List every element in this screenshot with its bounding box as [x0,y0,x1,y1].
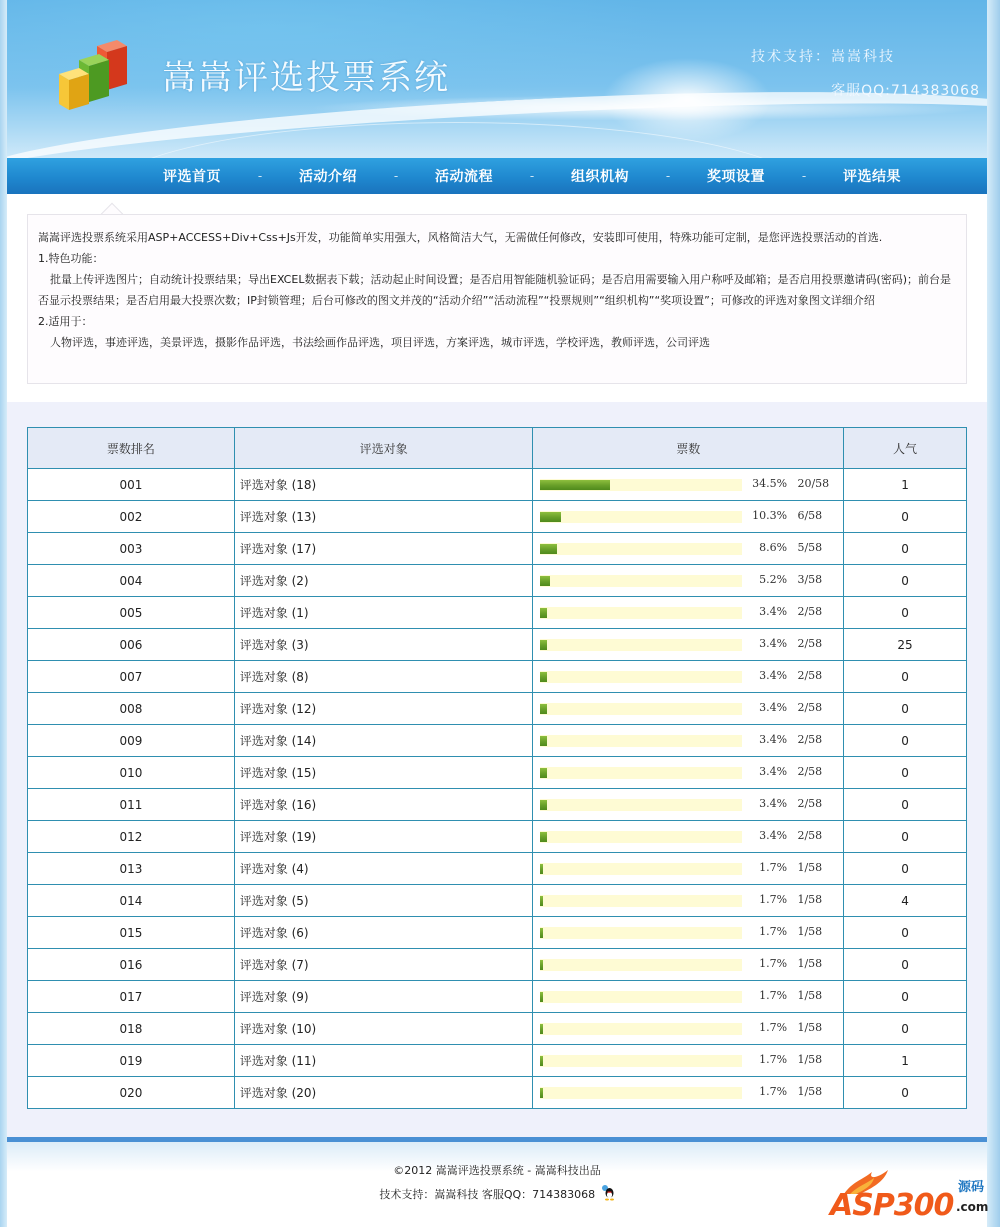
table-row [28,629,967,661]
vote-bar-fill [540,544,557,554]
bar-chart-logo-icon [53,36,133,110]
page-side-left [0,0,7,1227]
vote-percent: 3.4% [759,605,788,618]
rank-cell: 001 [28,469,235,501]
rank-cell: 003 [28,533,235,565]
vote-bar-track [540,639,742,651]
footer-support-text: 技术支持：嵩嵩科技 客服QQ：714383068 [379,1188,596,1201]
candidate-name-cell[interactable]: 评选对象 (13) [234,501,533,533]
vote-bar-fill [540,704,547,714]
nav-separator: - [393,169,399,183]
votes-cell [533,821,844,853]
vote-bar-fill [540,736,547,746]
vote-fraction: 1/58 [797,925,823,938]
intro-box [27,214,967,384]
candidate-name-cell[interactable]: 评选对象 (6) [234,917,533,949]
rank-cell: 010 [28,757,235,789]
vote-fraction: 2/58 [797,669,823,682]
vote-bar-track [540,671,742,683]
vote-fraction: 6/58 [797,509,823,522]
rank-cell: 008 [28,693,235,725]
vote-fraction: 2/58 [797,733,823,746]
vote-fraction: 3/58 [797,573,823,586]
vote-percent: 1.7% [759,925,788,938]
votes-cell [533,661,844,693]
vote-percent: 1.7% [759,893,788,906]
vote-bar-fill [540,480,610,490]
rank-cell: 017 [28,981,235,1013]
vote-fraction: 2/58 [797,701,823,714]
vote-fraction: 1/58 [797,893,823,906]
table-row [28,853,967,885]
vote-percent: 3.4% [759,669,788,682]
column-header-rank: 票数排名 [28,428,235,469]
votes-cell [533,501,844,533]
popularity-cell: 0 [844,501,967,533]
results-section [7,402,987,1137]
popularity-cell: 0 [844,565,967,597]
table-row [28,1077,967,1109]
rank-cell: 013 [28,853,235,885]
vote-bar-fill [540,864,543,874]
nav-separator: - [257,169,263,183]
vote-percent: 10.3% [752,509,788,522]
vote-fraction: 1/58 [797,1021,823,1034]
vote-percent: 1.7% [759,1021,788,1034]
votes-cell [533,885,844,917]
tech-support-text: 技术支持：嵩嵩科技 [751,49,895,65]
rank-cell: 020 [28,1077,235,1109]
vote-percent: 1.7% [759,861,788,874]
vote-bar-track [540,1023,742,1035]
vote-bar-fill [540,800,547,810]
votes-cell [533,1045,844,1077]
rank-cell: 009 [28,725,235,757]
votes-cell [533,533,844,565]
table-header-row [28,428,967,469]
main-nav [7,158,987,194]
vote-bar-track [540,575,742,587]
column-header-candidate: 评选对象 [234,428,533,469]
votes-cell [533,1013,844,1045]
asp300-watermark [822,1168,987,1224]
table-row [28,469,967,501]
vote-percent: 3.4% [759,701,788,714]
watermark-suffix: .com [956,1200,989,1214]
intro-summary: 嵩嵩评选投票系统采用ASP+ACCESS+Div+Css+Js开发，功能简单实用强大，风格简洁大气，无需做任何修改，安装即可使用，特殊功能可定制，是您评选投票活动的首选. [38,231,883,244]
vote-fraction: 2/58 [797,765,823,778]
vote-percent: 3.4% [759,797,788,810]
header-banner [7,0,987,158]
vote-bar-fill [540,672,547,682]
table-row [28,789,967,821]
table-row [28,821,967,853]
vote-bar-track [540,735,742,747]
results-body [28,469,967,1109]
votes-cell [533,597,844,629]
candidate-name-cell[interactable]: 评选对象 (12) [234,693,533,725]
vote-fraction: 1/58 [797,957,823,970]
vote-fraction: 2/58 [797,605,823,618]
votes-cell [533,469,844,501]
votes-cell [533,693,844,725]
vote-percent: 3.4% [759,765,788,778]
rank-cell: 002 [28,501,235,533]
vote-bar-fill [540,832,547,842]
table-row [28,725,967,757]
vote-bar-track [540,1087,742,1099]
popularity-cell: 4 [844,885,967,917]
qq-penguin-icon[interactable] [601,1185,615,1201]
candidate-name-cell[interactable]: 评选对象 (14) [234,725,533,757]
customer-service-qq: 客服QQ:714383068 [831,83,980,99]
rank-cell: 005 [28,597,235,629]
vote-bar-track [540,1055,742,1067]
table-row [28,661,967,693]
nav-separator: - [529,169,535,183]
rank-cell: 006 [28,629,235,661]
candidate-name-cell[interactable]: 评选对象 (19) [234,821,533,853]
vote-bar-fill [540,928,543,938]
candidate-name-cell[interactable]: 评选对象 (8) [234,661,533,693]
nav-item-home[interactable]: 评选首页 [163,169,221,185]
table-row [28,885,967,917]
intro-section [7,194,987,402]
vote-fraction: 20/58 [797,477,830,490]
vote-bar-track [540,703,742,715]
vote-percent: 3.4% [759,637,788,650]
watermark-brand: ASP300 [830,1188,954,1223]
vote-bar-fill [540,640,547,650]
popularity-cell: 0 [844,981,967,1013]
popularity-cell: 0 [844,597,967,629]
rank-cell: 016 [28,949,235,981]
site-title: 嵩嵩评选投票系统 [162,58,450,98]
votes-cell [533,1077,844,1109]
vote-bar-track [540,927,742,939]
candidate-name-cell[interactable]: 评选对象 (10) [234,1013,533,1045]
page [7,0,987,1227]
vote-bar-track [540,831,742,843]
votes-cell [533,629,844,661]
popularity-cell: 25 [844,629,967,661]
vote-bar-fill [540,768,547,778]
applies-text: 人物评选，事迹评选，美景评选，摄影作品评选，书法绘画作品评选，项目评选，方案评选，城市评选，学校评选，教师评选，公司评选 [50,336,710,349]
popularity-cell: 1 [844,469,967,501]
candidate-name-cell[interactable]: 评选对象 (5) [234,885,533,917]
rank-cell: 012 [28,821,235,853]
votes-cell [533,853,844,885]
votes-cell [533,917,844,949]
candidate-name-cell[interactable]: 评选对象 (17) [234,533,533,565]
vote-bar-track [540,767,742,779]
watermark-tag: 源码 [958,1180,985,1195]
popularity-cell: 0 [844,693,967,725]
applies-heading: 2.适用于： [38,315,93,328]
popularity-cell: 0 [844,1013,967,1045]
vote-bar-track [540,479,742,491]
popularity-cell: 0 [844,917,967,949]
vote-fraction: 2/58 [797,829,823,842]
popularity-cell: 0 [844,1077,967,1109]
vote-bar-track [540,607,742,619]
nav-item-activity-intro[interactable]: 活动介绍 [299,169,357,185]
vote-percent: 3.4% [759,829,788,842]
vote-bar-track [540,959,742,971]
nav-separator: - [665,169,671,183]
table-row [28,757,967,789]
rank-cell: 019 [28,1045,235,1077]
vote-bar-track [540,863,742,875]
vote-bar-track [540,895,742,907]
votes-cell [533,981,844,1013]
vote-fraction: 2/58 [797,797,823,810]
candidate-name-cell[interactable]: 评选对象 (3) [234,629,533,661]
vote-bar-fill [540,1088,543,1098]
vote-percent: 1.7% [759,1085,788,1098]
votes-cell [533,757,844,789]
vote-percent: 1.7% [759,1053,788,1066]
vote-bar-track [540,511,742,523]
candidate-name-cell[interactable]: 评选对象 (4) [234,853,533,885]
vote-bar-fill [540,608,547,618]
vote-bar-fill [540,960,543,970]
votes-cell [533,725,844,757]
results-table [27,427,967,1109]
table-row [28,533,967,565]
popularity-cell: 0 [844,789,967,821]
vote-percent: 1.7% [759,957,788,970]
rank-cell: 011 [28,789,235,821]
candidate-name-cell[interactable]: 评选对象 (16) [234,789,533,821]
popularity-cell: 1 [844,1045,967,1077]
popularity-cell: 0 [844,949,967,981]
nav-item-activity-process[interactable]: 活动流程 [435,169,493,185]
nav-item-awards[interactable]: 奖项设置 [707,169,765,185]
nav-item-organization[interactable]: 组织机构 [571,169,629,185]
vote-percent: 8.6% [759,541,788,554]
candidate-name-cell[interactable]: 评选对象 (18) [234,469,533,501]
popularity-cell: 0 [844,821,967,853]
votes-cell [533,565,844,597]
candidate-name-cell[interactable]: 评选对象 (11) [234,1045,533,1077]
votes-cell [533,789,844,821]
votes-cell [533,949,844,981]
vote-percent: 34.5% [752,477,788,490]
features-heading: 1.特色功能： [38,252,104,265]
candidate-name-cell[interactable]: 评选对象 (2) [234,565,533,597]
vote-percent: 5.2% [759,573,788,586]
vote-fraction: 1/58 [797,989,823,1002]
rank-cell: 015 [28,917,235,949]
nav-separator: - [801,169,807,183]
popularity-cell: 0 [844,725,967,757]
vote-bar-track [540,799,742,811]
vote-bar-track [540,543,742,555]
vote-percent: 1.7% [759,989,788,1002]
table-row [28,565,967,597]
popularity-cell: 0 [844,533,967,565]
candidate-name-cell[interactable]: 评选对象 (7) [234,949,533,981]
table-row [28,501,967,533]
popularity-cell: 0 [844,661,967,693]
vote-fraction: 1/58 [797,1053,823,1066]
table-row [28,949,967,981]
candidate-name-cell[interactable]: 评选对象 (9) [234,981,533,1013]
candidate-name-cell[interactable]: 评选对象 (15) [234,757,533,789]
vote-fraction: 1/58 [797,1085,823,1098]
vote-bar-fill [540,512,561,522]
features-text: 批量上传评选图片；自动统计投票结果；导出EXCEL数据表下载；活动起止时间设置；是否启用智能随机验证码；是否启用需要输入用户称呼及邮箱；是否启用投票邀请码(密码)；前台是否显示投票结果；是否启用最大投票次数；IP封锁管理；后台可修改的图文并茂的“活动介绍”“活动流程”“投票规则”“组织机构”“奖项设置”；可修改的评选对象图文详细介绍 [38,273,952,307]
rank-cell: 007 [28,661,235,693]
page-side-right [987,0,1000,1227]
vote-bar-fill [540,576,550,586]
table-row [28,1013,967,1045]
vote-bar-fill [540,992,543,1002]
table-row [28,1045,967,1077]
rank-cell: 018 [28,1013,235,1045]
rank-cell: 004 [28,565,235,597]
candidate-name-cell[interactable]: 评选对象 (20) [234,1077,533,1109]
candidate-name-cell[interactable]: 评选对象 (1) [234,597,533,629]
vote-bar-fill [540,896,543,906]
vote-fraction: 5/58 [797,541,823,554]
table-row [28,981,967,1013]
column-header-popularity: 人气 [844,428,967,469]
vote-bar-fill [540,1056,543,1066]
vote-percent: 3.4% [759,733,788,746]
table-row [28,917,967,949]
vote-bar-track [540,991,742,1003]
column-header-votes: 票数 [533,428,844,469]
popularity-cell: 0 [844,757,967,789]
vote-fraction: 1/58 [797,861,823,874]
vote-bar-fill [540,1024,543,1034]
nav-item-results[interactable]: 评选结果 [843,169,901,185]
table-row [28,597,967,629]
table-row [28,693,967,725]
vote-fraction: 2/58 [797,637,823,650]
popularity-cell: 0 [844,853,967,885]
rank-cell: 014 [28,885,235,917]
footer-copyright: ©2012 嵩嵩评选投票系统 - 嵩嵩科技出品 [393,1164,601,1177]
